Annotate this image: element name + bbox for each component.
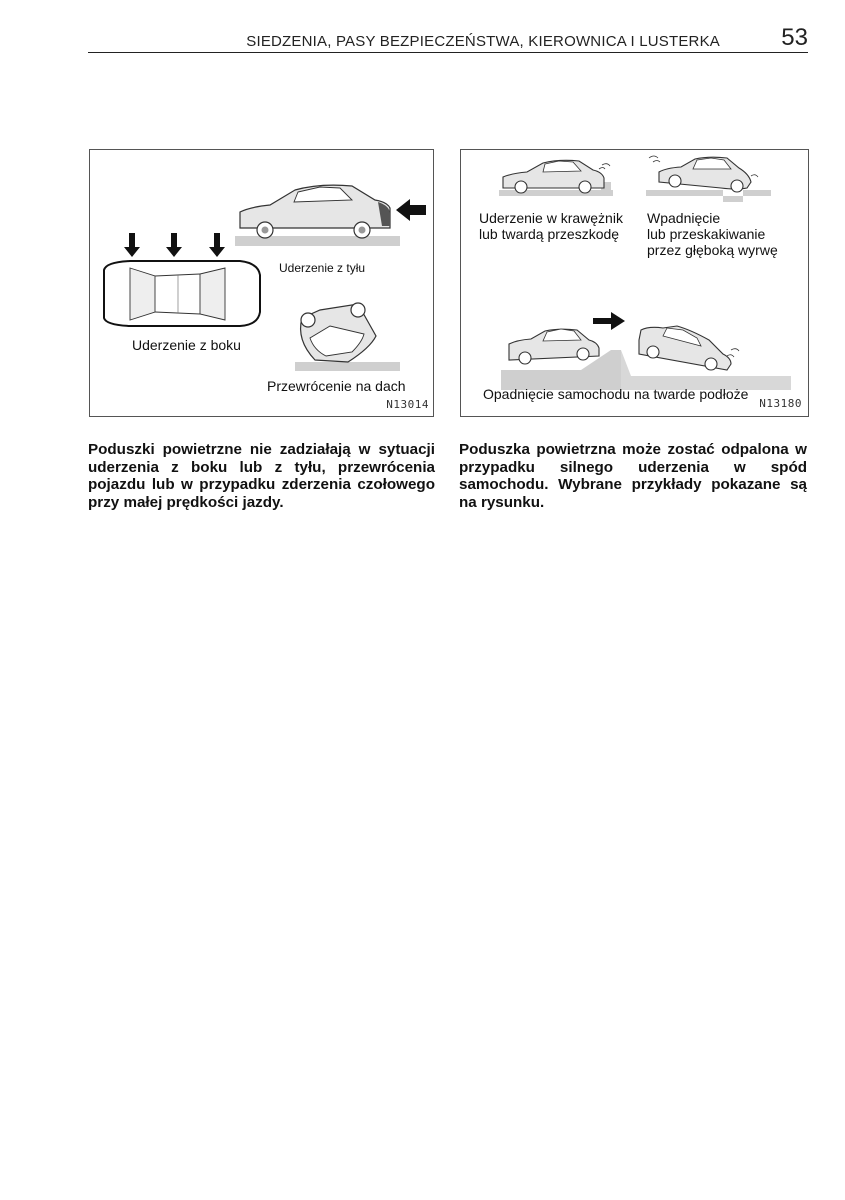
side-impact-arrows-icon: [124, 233, 225, 257]
caption-pothole-line3: przez głęboką wyrwę: [647, 242, 778, 258]
caption-curb-impact: [479, 210, 623, 242]
side-impact-car-top-view-icon: [104, 261, 260, 326]
page-number: 53: [781, 24, 808, 51]
figure-right-illustration: [461, 150, 808, 416]
header-title: SIEDZENIA, PASY BEZPIECZEŃSTWA, KIEROWNICA I LUSTERKA: [246, 33, 720, 50]
paragraph-right: Poduszka powietrzna może zostać odpalona w przypadku silnego uderzenia w spód samochodu. Wybrane przykłady pokazane są na rysunku.: [459, 441, 807, 511]
paragraph-left: Poduszki powietrzne nie zadziałają w sytuacji uderzenia z boku lub z tyłu, przewrócenia pojazdu lub w przypadku zderzenia czołowego przy małej prędkości jazdy.: [88, 441, 435, 511]
rear-impact-car-icon: [235, 185, 400, 246]
figure-code: N13180: [759, 397, 802, 410]
figure-code: N13014: [386, 398, 429, 411]
motion-arrow-icon: [593, 312, 625, 330]
page-header: [88, 26, 808, 53]
caption-curb-line2: lub twardą przeszkodę: [479, 226, 620, 242]
caption-rear-impact: Uderzenie z tyłu: [279, 261, 366, 275]
rear-impact-arrow-icon: [396, 199, 426, 221]
figure-airbag-may-deploy: [460, 149, 809, 417]
caption-side-impact: Uderzenie z boku: [132, 337, 241, 353]
caption-pothole-line2: lub przeskakiwanie: [647, 226, 766, 242]
car-drop-scene-icon: [501, 326, 791, 390]
caption-drop: Opadnięcie samochodu na twarde podłoże: [483, 386, 749, 402]
caption-pothole: [647, 210, 778, 258]
caption-rollover: Przewrócenie na dach: [267, 378, 406, 394]
curb-impact-car-icon: [499, 160, 613, 196]
caption-curb-line1: Uderzenie w krawężnik: [479, 210, 623, 226]
figure-left-illustration: [90, 150, 433, 416]
rollover-car-icon: [295, 303, 400, 371]
figure-airbag-no-deploy: [89, 149, 434, 417]
pothole-car-icon: [646, 156, 771, 202]
caption-pothole-line1: Wpadnięcie: [647, 210, 721, 226]
